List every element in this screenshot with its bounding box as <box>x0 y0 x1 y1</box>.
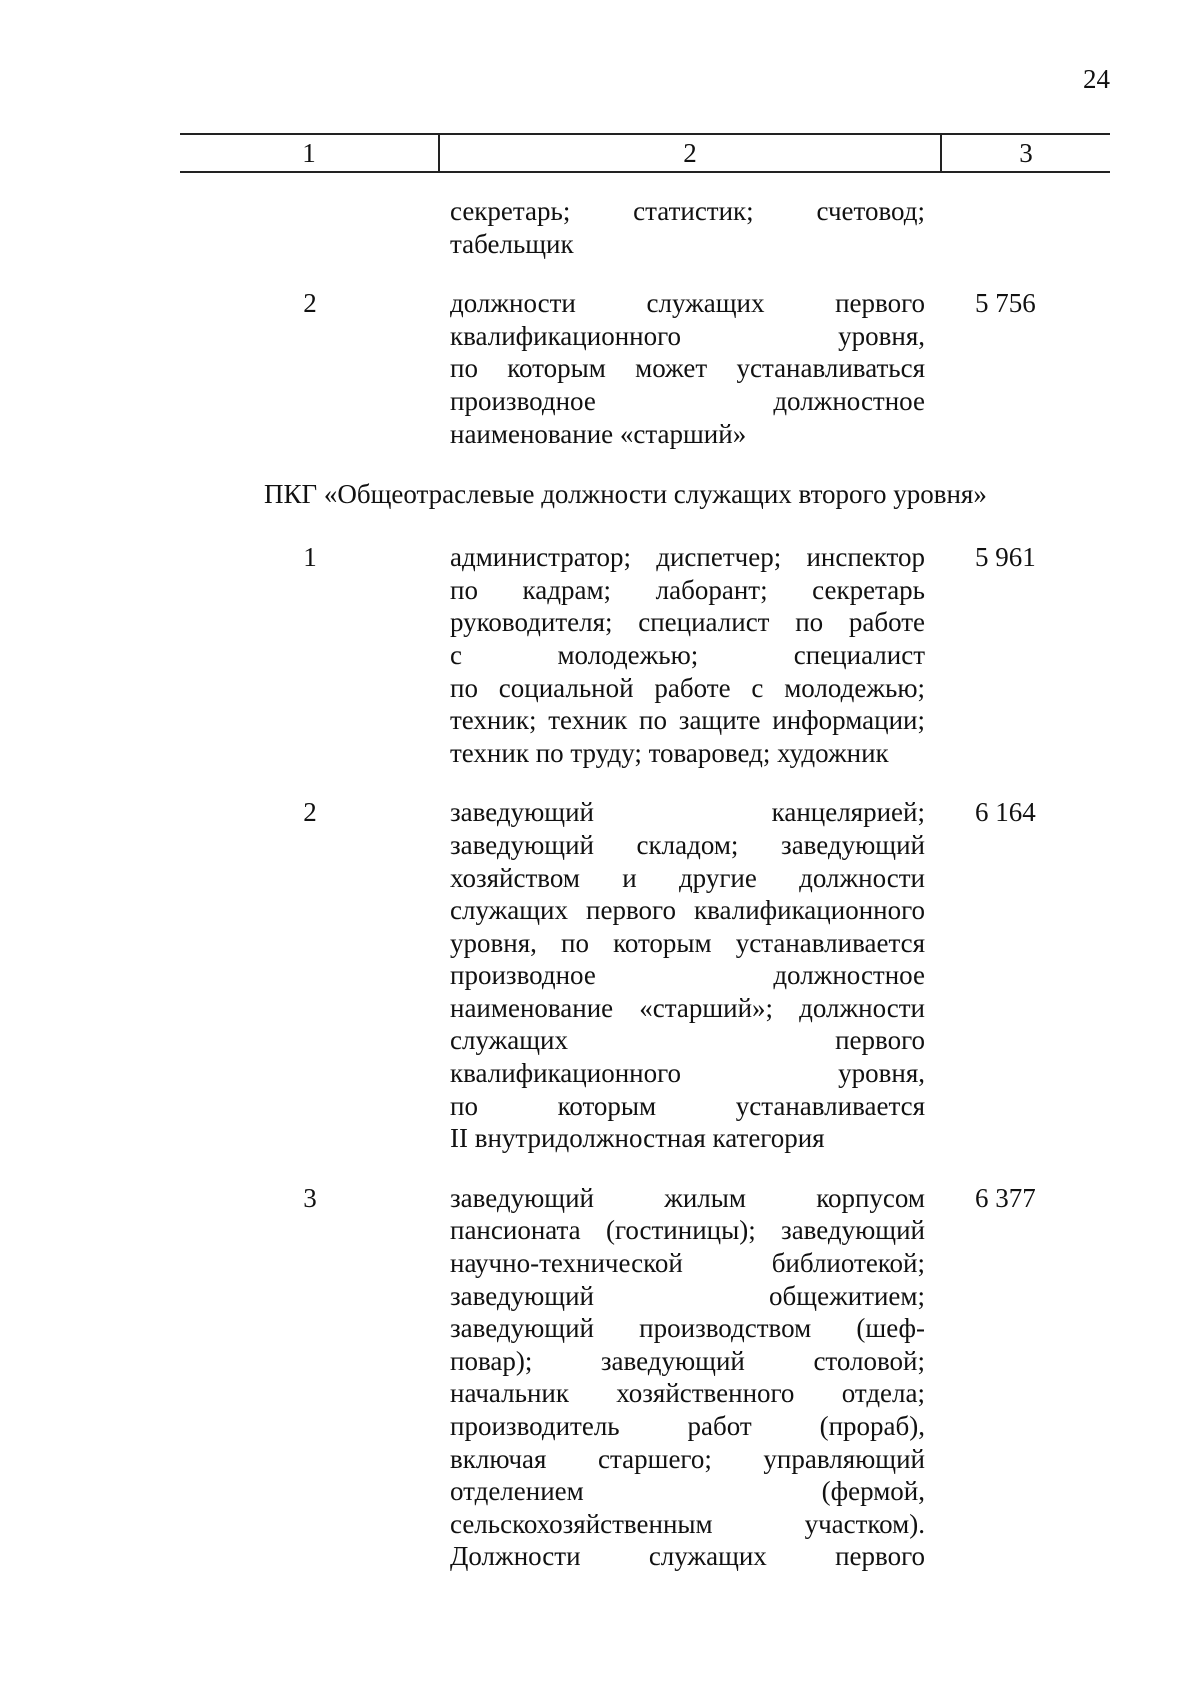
description-line: производитель работ (прораб), <box>450 1411 925 1441</box>
description-line: повар); заведующий столовой; <box>450 1345 925 1376</box>
description-line: научно-технической библиотекой; <box>450 1248 925 1279</box>
description-line: по кадрам; лаборант; секретарь <box>450 574 925 605</box>
row-number: 3 <box>303 1182 317 1213</box>
column-header-1: 1 <box>302 138 316 168</box>
description-line: сельскохозяйственным участком). <box>450 1508 925 1539</box>
description-line: техник по труду; товаровед; художник <box>450 737 889 768</box>
description-line: служащих первого квалификационного <box>450 895 925 926</box>
description-line: квалификационного уровня, <box>450 1058 925 1089</box>
description-line: заведующий производством (шеф- <box>450 1313 925 1344</box>
description-line: заведующий складом; заведующий <box>450 829 925 860</box>
description-line: техник; техник по защите информации; <box>450 705 925 736</box>
description-line: отделением (фермой, <box>450 1476 925 1507</box>
table-row <box>0 541 1200 769</box>
table-row <box>0 287 1200 450</box>
column-header-3: 3 <box>1019 138 1033 168</box>
salary-value: 5 961 <box>975 542 1036 573</box>
section-title: ПКГ «Общеотраслевые должности служащих второго уровня» <box>264 479 987 510</box>
table-row <box>0 796 1200 1155</box>
row-number: 2 <box>303 288 317 319</box>
salary-value: 6 164 <box>975 797 1036 828</box>
description-line: Должности служащих первого <box>450 1541 925 1572</box>
page-number: 24 <box>1083 64 1110 94</box>
description-line: заведующий жилым корпусом <box>450 1182 925 1213</box>
salary-value: 5 756 <box>975 288 1036 319</box>
description-line: наименование «старший»; должности <box>450 992 925 1023</box>
description-line: производное должностное <box>450 385 925 416</box>
description-line: заведующий канцелярией; <box>450 797 925 828</box>
description-line: руководителя; специалист по работе <box>450 607 925 638</box>
position-description <box>450 195 925 260</box>
table-row <box>0 195 1200 260</box>
position-description <box>450 1182 925 1573</box>
row-group-first-level <box>0 195 1200 450</box>
description-line: включая старшего; управляющий <box>450 1443 925 1474</box>
description-line: секретарь; статистик; счетовод; <box>450 196 925 226</box>
column-header-2: 2 <box>438 135 942 171</box>
description-line: начальник хозяйственного отдела; <box>450 1378 925 1409</box>
description-line: служащих первого <box>450 1025 925 1056</box>
position-description <box>450 541 925 769</box>
description-line: производное должностное <box>450 960 925 991</box>
description-line: по социальной работе с молодежью; <box>450 672 925 703</box>
table-body <box>0 195 1200 1600</box>
row-group-second-level <box>0 541 1200 1573</box>
description-line: табельщик <box>450 228 574 259</box>
salary-value: 6 377 <box>975 1182 1036 1213</box>
position-description <box>450 796 925 1155</box>
description-line: администратор; диспетчер; инспектор <box>450 542 925 573</box>
table-row <box>0 1182 1200 1573</box>
position-description <box>450 287 925 450</box>
description-line: по которым может устанавливаться <box>450 353 925 384</box>
description-line: наименование «старший» <box>450 418 747 449</box>
description-line: уровня, по которым устанавливается <box>450 927 925 958</box>
table-header <box>180 133 1110 173</box>
description-line: хозяйством и другие должности <box>450 862 925 893</box>
row-number: 1 <box>303 542 317 573</box>
description-line: должности служащих первого <box>450 288 925 319</box>
row-number: 2 <box>303 797 317 828</box>
description-line: пансионата (гостиницы); заведующий <box>450 1215 925 1246</box>
description-line: с молодежью; специалист <box>450 639 925 670</box>
description-line: II внутридолжностная категория <box>450 1123 825 1154</box>
description-line: по которым устанавливается <box>450 1090 925 1121</box>
description-line: заведующий общежитием; <box>450 1280 925 1311</box>
description-line: квалификационного уровня, <box>450 320 925 351</box>
